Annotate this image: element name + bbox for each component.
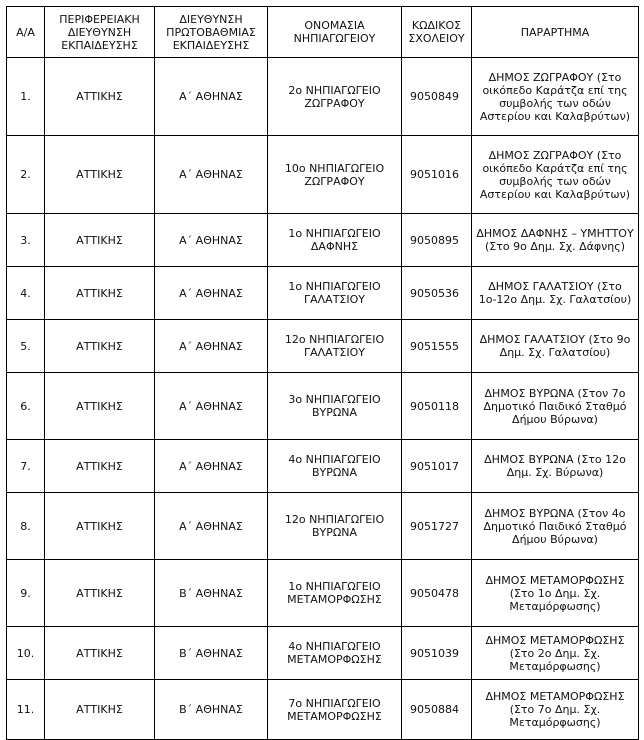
cell-aa: 10. xyxy=(7,627,45,680)
header-aa: Α/Α xyxy=(7,7,45,58)
cell-code: 9051555 xyxy=(402,320,472,373)
cell-code: 9051727 xyxy=(402,493,472,560)
cell-annex: ΔΗΜΟΣ ΜΕΤΑΜΟΡΦΩΣΗΣ (Στο 2ο Δημ. Σχ. Μεταμόρφωσης) xyxy=(472,627,639,680)
table-row xyxy=(7,440,639,493)
cell-name: 1ο ΝΗΠΙΑΓΩΓΕΙΟ ΓΑΛΑΤΣΙΟΥ xyxy=(268,267,402,320)
cell-code: 9050478 xyxy=(402,560,472,627)
header-name: ΟΝΟΜΑΣΙΑ ΝΗΠΙΑΓΩΓΕΙΟΥ xyxy=(268,7,402,58)
cell-directorate: Α΄ ΑΘΗΝΑΣ xyxy=(155,440,268,493)
cell-name: 1ο ΝΗΠΙΑΓΩΓΕΙΟ ΔΑΦΝΗΣ xyxy=(268,214,402,267)
cell-annex: ΔΗΜΟΣ ΜΕΤΑΜΟΡΦΩΣΗΣ (Στο 1ο Δημ. Σχ. Μεταμόρφωσης) xyxy=(472,560,639,627)
cell-region: ΑΤΤΙΚΗΣ xyxy=(45,267,155,320)
cell-aa: 5. xyxy=(7,320,45,373)
cell-directorate: Α΄ ΑΘΗΝΑΣ xyxy=(155,493,268,560)
cell-directorate: Α΄ ΑΘΗΝΑΣ xyxy=(155,58,268,136)
cell-aa: 11. xyxy=(7,680,45,740)
cell-name: 12ο ΝΗΠΙΑΓΩΓΕΙΟ ΒΥΡΩΝΑ xyxy=(268,493,402,560)
cell-annex: ΔΗΜΟΣ ΜΕΤΑΜΟΡΦΩΣΗΣ (Στο 7ο Δημ. Σχ. Μεταμόρφωσης) xyxy=(472,680,639,740)
table-row xyxy=(7,320,639,373)
table-row xyxy=(7,58,639,136)
cell-aa: 1. xyxy=(7,58,45,136)
cell-aa: 8. xyxy=(7,493,45,560)
cell-annex: ΔΗΜΟΣ ΖΩΓΡΑΦΟΥ (Στο οικόπεδο Καράτζα επί της συμβολής των οδών Αστερίου και Καλαβρύτων) xyxy=(472,136,639,214)
cell-aa: 7. xyxy=(7,440,45,493)
cell-annex: ΔΗΜΟΣ ΖΩΓΡΑΦΟΥ (Στο οικόπεδο Καράτζα επί της συμβολής των οδών Αστερίου και Καλαβρύτων) xyxy=(472,58,639,136)
cell-code: 9050895 xyxy=(402,214,472,267)
cell-region: ΑΤΤΙΚΗΣ xyxy=(45,560,155,627)
cell-directorate: Β΄ ΑΘΗΝΑΣ xyxy=(155,627,268,680)
cell-annex: ΔΗΜΟΣ ΓΑΛΑΤΣΙΟΥ (Στο 1ο-12ο Δημ. Σχ. Γαλατσίου) xyxy=(472,267,639,320)
cell-directorate: Α΄ ΑΘΗΝΑΣ xyxy=(155,214,268,267)
table-row xyxy=(7,267,639,320)
cell-name: 4ο ΝΗΠΙΑΓΩΓΕΙΟ ΜΕΤΑΜΟΡΦΩΣΗΣ xyxy=(268,627,402,680)
cell-annex: ΔΗΜΟΣ ΔΑΦΝΗΣ – ΥΜΗΤΤΟΥ (Στο 9ο Δημ. Σχ. Δάφνης) xyxy=(472,214,639,267)
cell-code: 9051017 xyxy=(402,440,472,493)
cell-directorate: Α΄ ΑΘΗΝΑΣ xyxy=(155,136,268,214)
cell-aa: 6. xyxy=(7,373,45,440)
header-annex: ΠΑΡΑΡΤΗΜΑ xyxy=(472,7,639,58)
cell-code: 9051039 xyxy=(402,627,472,680)
cell-name: 3ο ΝΗΠΙΑΓΩΓΕΙΟ ΒΥΡΩΝΑ xyxy=(268,373,402,440)
table-row xyxy=(7,373,639,440)
cell-directorate: Β΄ ΑΘΗΝΑΣ xyxy=(155,680,268,740)
cell-code: 9050536 xyxy=(402,267,472,320)
table-row xyxy=(7,214,639,267)
cell-region: ΑΤΤΙΚΗΣ xyxy=(45,680,155,740)
cell-region: ΑΤΤΙΚΗΣ xyxy=(45,440,155,493)
cell-annex: ΔΗΜΟΣ ΒΥΡΩΝΑ (Στο 12ο Δημ. Σχ. Βύρωνα) xyxy=(472,440,639,493)
cell-region: ΑΤΤΙΚΗΣ xyxy=(45,493,155,560)
cell-region: ΑΤΤΙΚΗΣ xyxy=(45,136,155,214)
cell-name: 10ο ΝΗΠΙΑΓΩΓΕΙΟ ΖΩΓΡΑΦΟΥ xyxy=(268,136,402,214)
cell-region: ΑΤΤΙΚΗΣ xyxy=(45,214,155,267)
cell-name: 1ο ΝΗΠΙΑΓΩΓΕΙΟ ΜΕΤΑΜΟΡΦΩΣΗΣ xyxy=(268,560,402,627)
cell-region: ΑΤΤΙΚΗΣ xyxy=(45,320,155,373)
cell-region: ΑΤΤΙΚΗΣ xyxy=(45,58,155,136)
cell-name: 7ο ΝΗΠΙΑΓΩΓΕΙΟ ΜΕΤΑΜΟΡΦΩΣΗΣ xyxy=(268,680,402,740)
cell-code: 9050118 xyxy=(402,373,472,440)
cell-directorate: Α΄ ΑΘΗΝΑΣ xyxy=(155,320,268,373)
cell-aa: 3. xyxy=(7,214,45,267)
cell-code: 9051016 xyxy=(402,136,472,214)
kindergarten-table xyxy=(6,6,639,740)
cell-aa: 2. xyxy=(7,136,45,214)
header-region: ΠΕΡΙΦΕΡΕΙΑΚΗ ΔΙΕΥΘΥΝΣΗ ΕΚΠΑΙΔΕΥΣΗΣ xyxy=(45,7,155,58)
header-directorate: ΔΙΕΥΘΥΝΣΗ ΠΡΩΤΟΒΑΘΜΙΑΣ ΕΚΠΑΙΔΕΥΣΗΣ xyxy=(155,7,268,58)
table-row xyxy=(7,680,639,740)
cell-directorate: Α΄ ΑΘΗΝΑΣ xyxy=(155,373,268,440)
cell-region: ΑΤΤΙΚΗΣ xyxy=(45,627,155,680)
cell-name: 12ο ΝΗΠΙΑΓΩΓΕΙΟ ΓΑΛΑΤΣΙΟΥ xyxy=(268,320,402,373)
cell-annex: ΔΗΜΟΣ ΓΑΛΑΤΣΙΟΥ (Στο 9ο Δημ. Σχ. Γαλατσίου) xyxy=(472,320,639,373)
cell-region: ΑΤΤΙΚΗΣ xyxy=(45,373,155,440)
cell-directorate: Α΄ ΑΘΗΝΑΣ xyxy=(155,267,268,320)
cell-name: 2ο ΝΗΠΙΑΓΩΓΕΙΟ ΖΩΓΡΑΦΟΥ xyxy=(268,58,402,136)
table-row xyxy=(7,627,639,680)
table-header-row xyxy=(7,7,639,58)
table-body xyxy=(7,58,639,740)
cell-directorate: Β΄ ΑΘΗΝΑΣ xyxy=(155,560,268,627)
cell-code: 9050849 xyxy=(402,58,472,136)
cell-annex: ΔΗΜΟΣ ΒΥΡΩΝΑ (Στον 7ο Δημοτικό Παιδικό Σταθμό Δήμου Βύρωνα) xyxy=(472,373,639,440)
cell-aa: 4. xyxy=(7,267,45,320)
table-row xyxy=(7,136,639,214)
cell-code: 9050884 xyxy=(402,680,472,740)
table-row xyxy=(7,493,639,560)
header-code: ΚΩΔΙΚΟΣ ΣΧΟΛΕΙΟΥ xyxy=(402,7,472,58)
cell-annex: ΔΗΜΟΣ ΒΥΡΩΝΑ (Στον 4ο Δημοτικό Παιδικό Σταθμό Δήμου Βύρωνα) xyxy=(472,493,639,560)
cell-name: 4ο ΝΗΠΙΑΓΩΓΕΙΟ ΒΥΡΩΝΑ xyxy=(268,440,402,493)
cell-aa: 9. xyxy=(7,560,45,627)
table-row xyxy=(7,560,639,627)
